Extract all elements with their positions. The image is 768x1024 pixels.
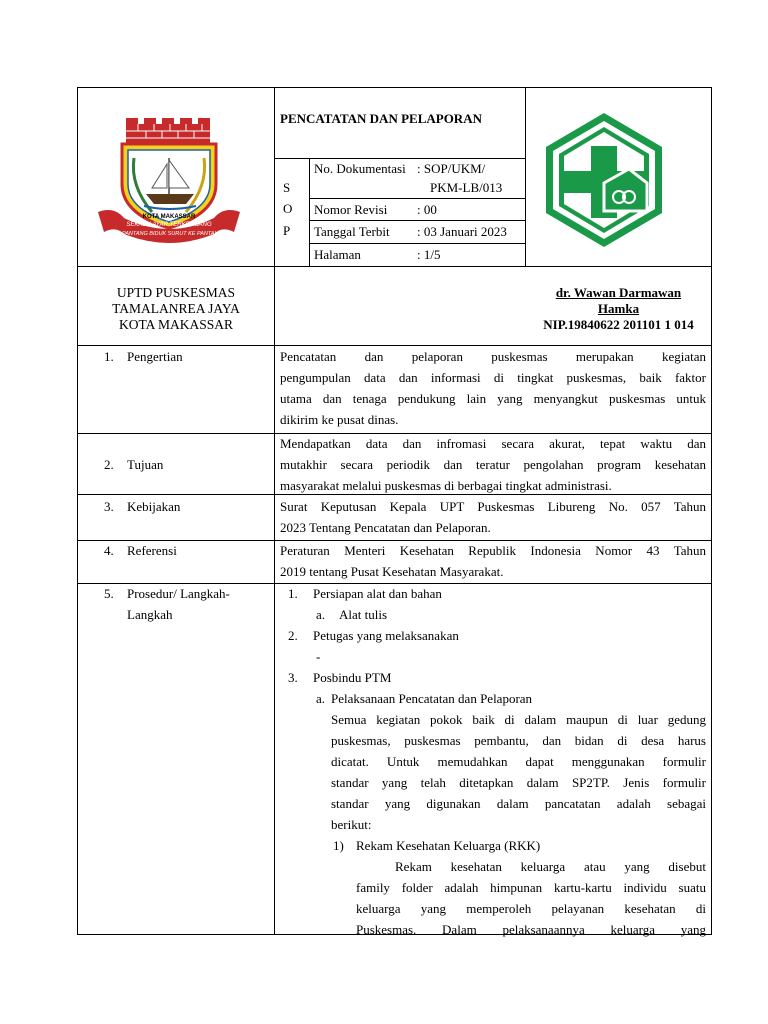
revision-value: : 00 bbox=[417, 202, 437, 217]
body-line: pengumpulan data dan informasi di tingkat puskesmas, baik faktor bbox=[280, 370, 706, 385]
institution-line-3: KOTA MAKASSAR bbox=[118, 317, 234, 332]
crest-motto-line-2: PANTANG BIDUK SURUT KE PANTAI bbox=[121, 231, 217, 237]
section-number: 5. bbox=[104, 586, 114, 601]
document-title: PENCATATAN DAN PELAPORAN bbox=[280, 111, 482, 126]
body-line: dicatat. Untuk memudahkan dapat menggunakan formulir bbox=[331, 754, 706, 769]
list-item-title: Rekam Kesehatan Keluarga (RKK) bbox=[356, 838, 541, 853]
body-line: keluarga yang memperoleh pelayanan kesehatan di bbox=[356, 901, 706, 916]
step-number: 2. bbox=[288, 628, 298, 643]
page-label: Halaman bbox=[314, 247, 361, 262]
sop-letter-s: S bbox=[283, 180, 291, 195]
body-line: mutakhir secara periodik dan teratur pengolahan program kesehatan bbox=[280, 457, 706, 472]
step-number: 1. bbox=[288, 586, 298, 601]
body-line: Puskesmas. Dalam pelaksanaannya keluarga yang bbox=[356, 922, 706, 937]
body-line: Mendapatkan data dan infromasi secara akurat, tepat waktu dan bbox=[280, 436, 706, 451]
section-number: 2. bbox=[104, 457, 114, 472]
body-line: dikirim ke pusat dinas. bbox=[280, 412, 399, 427]
step-text: Petugas yang melaksanakan bbox=[313, 628, 459, 643]
section-label: Prosedur/ Langkah- bbox=[127, 586, 230, 601]
institution-line-1: UPTD PUSKESMAS bbox=[116, 285, 236, 300]
step-text: Posbindu PTM bbox=[313, 670, 392, 685]
section-body-pengertian bbox=[280, 346, 706, 430]
issue-date-value: : 03 Januari 2023 bbox=[417, 224, 507, 239]
section-label: Referensi bbox=[127, 543, 177, 558]
revision-label: Nomor Revisi bbox=[314, 202, 388, 217]
body-line: Surat Keputusan Kepala UPT Puskesmas Libureng No. 057 Tahun bbox=[280, 499, 706, 514]
body-line: Peraturan Menteri Kesehatan Republik Indonesia Nomor 43 Tahun bbox=[280, 543, 706, 558]
sop-letter-o: O bbox=[283, 201, 293, 216]
body-line: standar yang digunakan dalam pancatatan adalah sebagai bbox=[331, 796, 706, 811]
substep-text: Pelaksanaan Pencatatan dan Pelaporan bbox=[331, 691, 533, 706]
brick-wall-icon bbox=[126, 118, 210, 146]
section-number: 4. bbox=[104, 543, 114, 558]
doc-number-value-1: : SOP/UKM/ bbox=[417, 161, 486, 176]
body-line: 2019 tentang Pusat Kesehatan Masyarakat. bbox=[280, 564, 504, 579]
section-label: Kebijakan bbox=[127, 499, 181, 514]
section-number: 1. bbox=[104, 349, 114, 364]
procedure-paragraph bbox=[331, 709, 706, 835]
signatory-nip: NIP.19840622 201101 1 014 bbox=[543, 317, 694, 332]
issue-date-label: Tanggal Terbit bbox=[314, 224, 390, 239]
section-label: Langkah bbox=[127, 607, 173, 622]
crest-motto-line-1: SEKALI LAYAR TERKEMBANG bbox=[126, 222, 212, 228]
substep-text: Alat tulis bbox=[339, 607, 388, 622]
body-line: Semua kegiatan pokok baik di dalam maupun di luar gedung bbox=[331, 712, 706, 727]
list-number: 1) bbox=[333, 838, 344, 853]
sop-letter-p: P bbox=[283, 223, 291, 238]
doc-number-value-2: PKM-LB/013 bbox=[430, 180, 503, 195]
substep-letter: a. bbox=[316, 691, 326, 706]
body-line: standar yang telah ditetapkan dalam SP2TP. Jenis formulir bbox=[331, 775, 706, 790]
body-line: Rekam kesehatan keluarga atau yang disebut bbox=[395, 859, 706, 874]
section-number: 3. bbox=[104, 499, 114, 514]
institution-line-2: TAMALANREA JAYA bbox=[112, 301, 240, 316]
crest-city-text: KOTA MAKASSAR bbox=[142, 214, 196, 220]
makassar-crest-logo bbox=[94, 114, 244, 246]
body-line: utama dan tenaga pendukung lain yang menyangkut puskesmas untuk bbox=[280, 391, 706, 406]
section-body-kebijakan bbox=[280, 496, 706, 538]
section-body-tujuan bbox=[280, 433, 706, 496]
step-dash: - bbox=[316, 649, 321, 664]
step-number: 3. bbox=[288, 670, 298, 685]
step-text: Persiapan alat dan bahan bbox=[313, 586, 442, 601]
doc-number-label: No. Dokumentasi bbox=[314, 161, 406, 176]
body-line: Pencatatan dan pelaporan puskesmas merupakan kegiatan bbox=[280, 349, 706, 364]
rkk-paragraph bbox=[356, 856, 706, 940]
body-line: masyarakat melalui puskesmas di berbagai tingkat administrasi. bbox=[280, 478, 612, 493]
puskesmas-logo bbox=[543, 111, 665, 249]
page-value: : 1/5 bbox=[417, 247, 441, 262]
section-body-referensi bbox=[280, 540, 706, 582]
body-line: berikut: bbox=[331, 817, 372, 832]
signatory-name-line-2: Hamka bbox=[597, 301, 640, 316]
section-label: Tujuan bbox=[127, 457, 164, 472]
body-line: 2023 Tentang Pencatatan dan Pelaporan. bbox=[280, 520, 491, 535]
substep-letter: a. bbox=[316, 607, 326, 622]
section-label: Pengertian bbox=[127, 349, 183, 364]
body-line: puskesmas, puskesmas pembantu, dan bidan di desa harus bbox=[331, 733, 706, 748]
body-line: family folder adalah himpunan kartu-kartu individu suatu bbox=[356, 880, 706, 895]
signatory-name-line-1: dr. Wawan Darmawan bbox=[555, 285, 682, 300]
